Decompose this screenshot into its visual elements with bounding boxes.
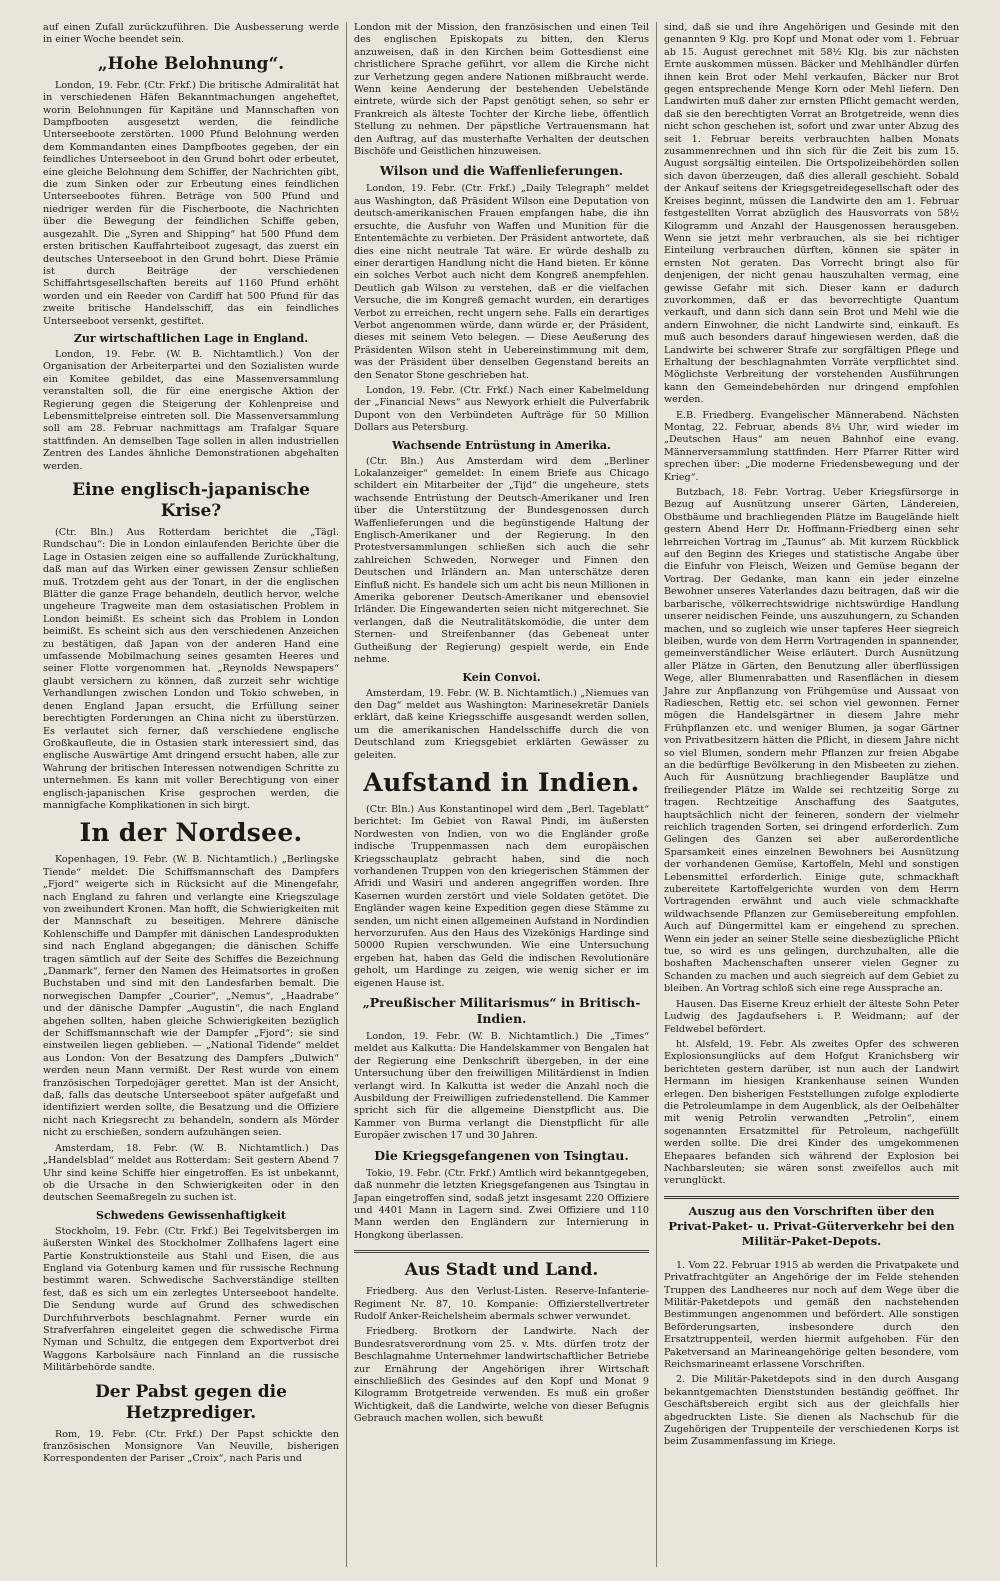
paragraph: Hausen. Das Eiserne Kreuz erhielt der älteste Sohn Peter Ludwig des Jagdaufsehers i. P. Weidmann; auf der Feldwebel befördert. — [664, 998, 959, 1035]
paragraph: Amsterdam, 19. Febr. (W. B. Nichtamtlich.) „Niemues van den Dag“ meldet aus Washington: Marinesekretär Daniels erklärt, daß keine Kriegsschiffe ausgesandt werden sollen, um die amerikanischen Handelsschiffe durch die von Deutschland zum Kriegsgebiet erklärten Gewässer zu geleiten. — [354, 687, 649, 761]
paragraph: 1. Vom 22. Februar 1915 ab werden die Privatpakete und Privatfrachtgüter an Angehörige der im Felde stehenden Truppen des Landheeres nur noch auf dem Wege über die Militär-Paketdepots und gemäß den nachstehenden Bestimmungen angenommen und befördert. Alle sonstigen Beförderungsarten, insbesondere durch den Ersatztruppenteil, werden hiermit aufgehoben. Für den Paketversand an Marineangehörige gelten besondere, vom Reichsmarineamt erlassene Vorschriften. — [664, 1259, 959, 1371]
paragraph: Stockholm, 19. Febr. (Ctr. Frkf.) Bei Tegelvitsbergen im äußersten Winkel des Stockholmer Zollhafens lagert eine Partie Konstruktionsteile aus Stahl und Eisen, die aus England via Gotenburg kamen und für russische Rechnung bestimmt waren. Schwedische Sachverständige stellten fest, daß es sich um ein zerlegtes Unterseeboot handelte. Die Sendung wurde auf Grund des schwedischen Durchfuhrverbots beschlagnahmt. Ferner wurde ein Strafverfahren eingeleitet gegen die schwedische Firma Nyman und Schultz, die entgegen dem Exportverbot drei Waggons Karbolsäure nach Finnland an die russische Militärbehörde sandte. — [43, 1225, 339, 1374]
headline-englisch-japanische-krise: Eine englisch-japanische Krise? — [72, 480, 310, 521]
paragraph: London, 19. Febr. (Ctr. Frkf.) Die britische Admiralität hat in verschiedenen Häfen Bekanntmachungen angeheftet, worin Belohnungen für Kapitäne und Mannschaften von Dampfbooten ausgesetzt werden, die feindliche Unterseeboote zerstörten. 1000 Pfund Belohnung werden dem Kommandanten eines Dampfbootes gegeben, der ein feindliches Unterseeboot in den Grund bohrt oder erbeutet, eine gleiche Belohnung dem Schiffer, der Nachrichten gibt, die zum Sinken oder zur Erbeutung eines feindlichen Unterseebootes führen. Beträge von 500 Pfund und niedriger werden für die Fischerboote, die Nachrichten über die Bewegung der feindlichen Schiffe geben, ausgezahlt. Die „Syren and Shipping“ hat 500 Pfund dem ersten britischen Kauffahrteiboot zugesagt, das zuerst ein deutsches Unterseeboot in den Grund bohrt. Diese Prämie ist durch Beiträge der verschiedenen Schiffahrtsgesellschaften bereits auf 1160 Pfund erhöht worden und ein Reeder von Cardiff hat 500 Pfund für das zweite britische Handelsschiff, das ein feindliches Unterseeboot versenkt, gestiftet. — [43, 79, 339, 327]
column-1 — [36, 22, 346, 1567]
paragraph: (Ctr. Bln.) Aus Konstantinopel wird dem „Berl. Tageblatt“ berichtet: Im Gebiet von Rawal Pindi, im äußersten Nordwesten von Indien, von wo die Engländer große indische Truppenmassen nach dem europäischen Kriegsschauplatz gebracht haben, sind die noch vorhandenen Truppen von den kriegerischen Stämmen der Afridi und Wasiri und anderen angegriffen worden. Ihre Kasernen wurden zerstört und viele Soldaten getötet. Die Engländer wagen keine Expedition gegen diese Stämme zu senden, um nicht einen allgemeinen Aufstand in Nordindien hervorzurufen. Aus den Haus des Vizekönigs Hardinge sind 50000 Rupien verschwunden. Wie eine Untersuchung ergeben hat, haben das Geld die indischen Revolutionäre geholt, um Hardinge zu zeigen, wie wenig sicher er im eigenen Hause ist. — [354, 803, 649, 989]
headline-aus-stadt-und-land: Aus Stadt und Land. — [404, 1260, 599, 1281]
paragraph: Friedberg. Brotkorn der Landwirte. Nach der Bundesratsverordnung vom 25. v. Mts. dürfen trotz der Beschlagnahme Unternehmer landwirtschaftlicher Betriebe zur Ernährung der Angehörigen ihrer Wirtschaft einschließlich des Gesindes auf den Kopf und Monat 9 Kilogramm Brotgetreide verwenden. Es muß ein großer Wichtigkeit, daß die Landwirte, welche von dieser Befugnis Gebrauch machen wollen, sich bewußt — [354, 1326, 649, 1425]
headline-auszug-vorschriften: Auszug aus den Vorschriften über den Privat-Paket- u. Privat-Güterverkehr bei den Militär-Paket-Depots. — [664, 1196, 959, 1254]
headline-wachsende-entruestung: Wachsende Entrüstung in Amerika. — [392, 438, 611, 452]
paragraph: London mit der Mission, den französischen und einen Teil des englischen Episkopats zu bitten, den Klerus anzuweisen, daß in den Kirchen beim Gottesdienst eine christlichere Sprache geführt, vor allem die Kirche nicht zur Verhetzung gegen andere Nationen mißbraucht werde. Wenn keine Aenderung der bestehenden Uebelstände eintrete, würde sich der Papst genötigt sehen, so sehr er Frankreich als älteste Tochter der Kirche liebe, öffentlich Stellung zu nehmen. Der päpstliche Vertrauensmann hat den Auftrag, auf das musterhafte Verhalten der deutschen Bischöfe und Geistlichen hinzuweisen. — [354, 22, 649, 158]
headline-wilson-waffenlieferungen: Wilson und die Waffenlieferungen. — [379, 163, 624, 179]
headline-wirtschaftliche-lage: Zur wirtschaftlichen Lage in England. — [73, 331, 309, 345]
headline-schwedens-gewissenhaftigkeit: Schwedens Gewissenhaftigkeit — [96, 1208, 286, 1222]
paragraph: sind, daß sie und ihre Angehörigen und Gesinde mit den genannten 9 Klg. pro Kopf und Monat oder vom 1. Februar ab 15. August gerechnet mit 58½ Klg. bis zur nächsten Ernte auskommen müssen. Bäcker und Mehlhändler dürfen ihnen kein Brot oder Mehl verkaufen, Bäcker nur Brot gegen entsprechende Menge Korn oder Mehl liefern. Den Landwirten muß daher zur ernsten Pflicht gemacht werden, daß sie den berechtigten Vorrat an Brotgetreide, wenn dies nicht schon geschehen ist, sofort und zwar unter Abzug des seit 1. Februar bereits verbrauchten halben Monats zusammenrechnen und ihn sich für die Zeit bis zum 15. August sorgsältig einteilen. Die Ortspolizeibehörden sollen sich davon überzeugen, daß dies allerall geschieht. Sobald der Ankauf seitens der Kriegsgetreidegesellschaft oder des Kreises beginnt, müssen die Landwirte den am 1. Februar festgestellten Vorrat abzüglich des Hausvorrats von 58½ Kilogramm und Anzahl der Hausgenossen herausgeben. Wenn sie jetzt mehr verbrauchen, als sie bei richtiger Einteilung verbrauchen dürften, können sie später in ernsten Not geraten. Das Vorrecht bringt also für denjenigen, der nicht genau hauszuhalten vermag, eine gewisse Gefahr mit sich. Dieser kann er dadurch zuvorkommen, daß er das bevorrechtigte Quantum verkauft, und dann sich dann sein Brot und Mehl wie die andern Einwohner, die nicht Landwirte sind, einkauft. Es muß auch besonders darauf hingewiesen werden, daß die Landwirte bei schwerer Strafe zur sorgfältigen Pflege und Erhaltung der beschlagnahmten Vorräte verpflichtet sind. Möglichste Verbreitung der vorstehenden Ausführungen kann den Gemeindebehörden nur dringend empfohlen werden. — [664, 22, 959, 406]
paragraph: E.B. Friedberg. Evangelischer Männerabend. Nächsten Montag, 22. Februar, abends 8½ Uhr, wird wieder im „Deutschen Haus“ am neuen Bahnhof eine evang. Männerversammlung stattfinden. Herr Pfarrer Ritter wird sprechen über: „Die moderne Friedensbewegung und der Krieg“. — [664, 409, 959, 483]
headline-kriegsgefangenen-tsingtau: Die Kriegsgefangenen von Tsingtau. — [374, 1147, 629, 1163]
paragraph: Tokio, 19. Febr. (Ctr. Frkf.) Amtlich wird bekanntgegeben, daß nunmehr die letzten Kriegsgefangenen aus Tsingtau in Japan eingetroffen sind, sodaß jetzt insgesamt 220 Offiziere und 4401 Mann in Lagern sind. Zwei Offiziere und 110 Mann werden den Engländern zur Internierung in Hongkong überlassen. — [354, 1167, 649, 1241]
paragraph: auf einen Zufall zurückzuführen. Die Ausbesserung werde in einer Woche beendet sein. — [43, 22, 339, 46]
paragraph: Butzbach, 18. Febr. Vortrag. Ueber Kriegsfürsorge in Bezug auf Ausnützung unserer Gärten, Ländereien, Obstbäume und brachliegenden Plätze im Baugelände hielt gestern Abend Herr Dr. Hoffmann-Friedberg einen sehr lehrreichen Vortrag im „Taunus“ ab. Mit kurzem Rückblick auf den Beginn des Krieges und statistische Angabe über die Einfuhr von Fleisch, Weizen und Gemüse begann der Vortrag. Der Gedanke, man kann ein jeder einzelne Bewohner unseres Vaterlandes dazu beitragen, daß wir die barbarische, völkerrechtswidrige nichtswürdige Handlung unserer neidischen Feinde, uns auszuhungern, zu Schanden machen, und so zugleich wie unser tapferes Heer siegreich bleiben, wurde von dem Herrn Vortragenden in spannender, gemeinverständlicher Weise erläutert. Durch Ausnützung aller Plätze in Gärten, den Benutzung aller überflüssigen Wege, aller Blumenrabatten und Rasenflächen in diesem Jahre zur Anpflanzung von Frühgemüse und Aussaat von Radieschen, Rettig etc. sei schon viel gewonnen. Ferner mögen die Handelsgärtner in diesem Jahre mehr Frühpflanzen etc. und weniger Blumen, ja sogar Gärtner von Privatbesitzern hätten die Pflicht, in diesem Jahre nicht so viel Blumen, sondern mehr Pflanzen zur freien Abgabe an die bedürftige Bevölkerung in den Misbeeten zu ziehen. Auch für Ausnützung brachliegender Bauplätze und freiliegender Plätze im Walde sei rechtzeitig Sorge zu tragen. Rechtzeitige Anschaffung des Saatgutes, hauptsächlich nicht der feineren, sondern der vielmehr reichlich tragenden Sorten, sei dringend erforderlich. Zum Gelingen des Ganzen sei aber außerordentliche Sparsamkeit eines einzelnen Bewohners bei Ausnützung der vorhandenen Gemüse, Kartoffeln, Mehl und sonstigen Lebensmittel erforderlich. Einige gute, schmackhaft zubereitete Kartoffelgerichte wurden von dem Herrn Vortragenden erwähnt und auch viele schmackhafte wildwachsende Pflanzen zur Gemüsebereitung empfohlen. Auch auf Düngermittel kam er eingehend zu sprechen. Wenn ein jeder an seiner Stelle seine diesbezügliche Pflicht tue, so wird es uns gelingen, durchzuhalten, alle die boshaften Machenschaften unserer vielen Gegner zu Schanden zu machen und auch siegreich auf dem Gebiet zu bleiben. An Vortrag schloß sich eine rege Aussprache an. — [664, 487, 959, 995]
column-2 — [346, 22, 656, 1567]
paragraph: (Ctr. Bln.) Aus Amsterdam wird dem „Berliner Lokalanzeiger“ gemeldet: In einem Briefe aus Chicago schildert ein Mitarbeiter der „Tijd“ die ungeheure, stets wachsende Entrüstung der Deutsch-Amerikaner und Iren über die Unterstützung der Bundesgenossen durch Waffenlieferungen und die begünstigende Haltung der Englisch-Amerikaner und der Regierung. In den Protestversammlungen schließen sich auch die sehr zahlreichen Schweden, Norweger und Finnen den Deutschen und Irländern an. Man unterschätze deren Einfluß nicht. Es handele sich um acht bis neun Millionen in Amerika geborener Deutsch-Amerikaner und ebensoviel Irländer. Die Eingewanderten seien nicht mitgerechnet. Sie verlangen, daß die Neutralitätskomödie, die unter dem Sternen- und Streifenbanner (das Gebeneat unter Gutheißung der Regierung) gespielt werde, ein Ende nehme. — [354, 455, 649, 666]
paragraph: London, 19. Febr. (W. B. Nichtamtlich.) Von der Organisation der Arbeiterpartei und den Sozialisten wurde ein Komitee gebildet, das eine Massenversammlung veranstalten soll, die für eine energische Aktion der Regierung gegen die Steigerung der Kohlenpreise und Lebensmittelpreise eintreten soll. Die Massenversammlung soll am 28. Februar nachmittags am Trafalgar Square stattfinden. An demselben Tage sollen in allen industriellen Zentren des Landes ähnliche Demonstrationen abgehalten werden. — [43, 348, 339, 472]
paragraph: (Ctr. Bln.) Aus Rotterdam berichtet die „Tägl. Rundschau“: Die in London einlaufenden Berichte über die Lage in Ostasien zeigen eine so auffallende Zurückhaltung, daß man auf das Wirken einer gewissen Zensur schließen muß. Trotzdem geht aus der Tonart, in der die englischen Blätter die ganze Frage behandeln, deutlich hervor, welche ungeheure Tragweite man dem ostasiatischen Problem in London beimißt. Es scheint sich das Problem in London beimißt. Es scheint sich aus den verschiedenen Anzeichen zu bestätigen, daß Japan von der anderen Hand eine umfassende Mobilmachung seines gesamten Heeres und seiner Flotte vorgenommen hat. „Reynolds Newspapers“ glaubt versichern zu können, daß zurzeit sehr wichtige Verhandlungen zwischen London und Tokio schweben, in denen England Japan ersucht, die Erfüllung seiner berechtigten Forderungen an China nicht zu überstürzen. Es verlautet sich ferner, daß verschiedene englische Großkaufleute, die in Ostasien stark interessiert sind, das englische Auswärtige Amt dringend ersucht haben, alle zur Wahrung der britischen Interessen notwendigen Schritte zu unternehmen. Es kann mit voller Berechtigung von einer englisch-japanischen Krise gesprochen werden, die mannigfache Komplikationen in sich birgt. — [43, 527, 339, 811]
headline-pabst-hetzprediger: Der Pabst gegen die Hetzprediger. — [95, 1381, 287, 1423]
headline-preussischer-militarismus: „Preußischer Militarismus“ in Britisch-Indien. — [362, 995, 641, 1027]
section-divider — [354, 1250, 649, 1253]
paragraph: 2. Die Militär-Paketdepots sind in den durch Ausgang bekanntgemachten Dienststunden beständig geöffnet. Ihr Geschäftsbereich ergibt sich aus der gleichfalls hier abgedruckten Liste. Sie dienen als Nachschub für die Zugehörigen der Truppenteile der verschiedenen Korps ist beim Zusammenfassung im Kriege. — [664, 1374, 959, 1448]
paragraph: Kopenhagen, 19. Febr. (W. B. Nichtamtlich.) „Berlingske Tiende“ meldet: Die Schiffsmannschaft des Dampfers „Fjord“ weigerte sich in Rücksicht auf die Minengefahr, nach England zu fahren und verlangte eine Kriegszulage von zweihundert Kronen. Man hofft, die Schwierigkeiten mit der Mannschaft zu beseitigen. Mehrere dänische Kohlenschiffe und Dampfer mit dänischen Landesprodukten sind nach England abgegangen; die dänischen Schiffe tragen sämtlich auf der Seite des Schiffes die Bezeichnung „Danmark“, ferner den Namen des Heimatsortes in großen Buchstaben und sind mit den Landesfarben bemalt. Die norwegischen Dampfer „Courier“, „Nemus“, „Haadrabe“ und der dänische Dampfer „Augustin“, die nach England abgehen sollten, haben gleiche Schwierigkeiten bezüglich der Schiffsmannschaft wie der Dampfer „Fjord“; sie sind einstweilen liegen geblieben. — „National Tidende“ meldet aus London: Von der Besatzung des Dampfers „Dulwich“ werden neun Mann vermißt. Der Rest wurde von einem französischen Torpedojäger gerettet. Man ist der Ansicht, daß, falls das deutsche Unterseeboot später aufgefaßt und identifiziert werden sollte, die Besatzung und die Offiziere nicht nach Kriegsrecht zu behandeln, sondern als Mörder nicht zu erschießen, sondern aufzuhängen seien. — [43, 854, 339, 1139]
headline-aufstand-in-indien: Aufstand in Indien. — [363, 767, 640, 797]
headline-hohe-belohnung: „Hohe Belohnung“. — [97, 53, 285, 74]
paragraph: Friedberg. Aus den Verlust-Listen. Reserve-Infanterie-Regiment Nr. 87, 10. Kompanie: Offizierstellvertreter Rudolf Anker-Reichelsheim abermals schwer verwundet. — [354, 1286, 649, 1322]
paragraph: London, 19. Febr. (W. B. Nichtamtlich.) Die „Times“ meldet aus Kalkutta: Die Handelskammer von Bengalen hat der Regierung eine Denkschrift übergeben, in der eine Untersuchung über den freiwilligen Militärdienst in Indien verlangt wird. In Kalkutta ist weder die Anzahl noch die Ausbildung der Freiwilligen zufriedenstellend. Die Kammer spricht sich für die allgemeine Dienstpflicht aus. Die Kammer von Burma verlangt die Dienstpflicht für alle Europäer zwischen 17 und 30 Jahren. — [354, 1031, 649, 1142]
headline-kein-convoi: Kein Convoi. — [462, 670, 541, 684]
paragraph: London, 19. Febr. (Ctr. Frkf.) „Daily Telegraph“ meldet aus Washington, daß Präsident Wilson eine Deputation von deutsch-amerikanischen Frauen empfangen habe, die ihn ersuchte, die Ausfuhr von Waffen und Munition für die Ententemächte zu verbieten. Der Präsident antwortete, daß dies eine nicht neutrale Tat wäre. Er würde deshalb zu einer derartigen Handlung nicht die Hand bieten. Er könne ein solches Verbot auch nicht dem Kongreß anempfehlen. Deutlich gab Wilson zu verstehen, daß er die vielfachen Versuche, die im Kongreß gemacht wurden, ein derartiges Verbot zu erreichen, recht ungern sehe. Falls ein derartiges Verbot angenommen würde, dann würde er, der Präsident, dieses mit seinem Veto belegen. — Diese Aeußerung des Präsidenten Wilson steht in Uebereinstimmung mit dem, was der Präsident über denselben Gegenstand bereits an den Senator Stone geschrieben hat. — [354, 183, 649, 381]
paragraph: ht. Alsfeld, 19. Febr. Als zweites Opfer des schweren Explosionsunglücks auf dem Hofgut Kranichsberg wir berichteten gestern darüber, ist nun auch der Landwirt Hermann im hiesigen Krankenhause seinen Wunden erlegen. Den bisherigen Feststellungen zufolge explodierte die Petroleumlampe in dem Augenblick, als der Oelbehälter mit wenig Petrolin verwandten „Petrolin“, einem sogenannten Ersatzmittel für Petroleum, nachgefüllt werden sollte. Die drei Kinder des umgekommenen Ehepaares befanden sich während der Explosion bei Nachbarsleuten; sie wären sonst zweifellos auch mit verunglückt. — [664, 1038, 959, 1187]
paragraph: Rom, 19. Febr. (Ctr. Frkf.) Der Papst schickte den französischen Monsignore Van Neuville, bisherigen Korrespondenten der Pariser „Croix“, nach Paris und — [43, 1428, 339, 1465]
column-3 — [656, 22, 966, 1567]
paragraph: Amsterdam, 18. Febr. (W. B. Nichtamtlich.) Das „Handelsblad“ meldet aus Rotterdam: Seit gestern Abend 7 Uhr sind keine Schiffe hier eingetroffen. Es ist unbekannt, ob die Ursache in den Schwierigkeiten oder in den deutschen Seemaßregeln zu suchen ist. — [43, 1142, 339, 1204]
headline-in-der-nordsee: In der Nordsee. — [79, 818, 303, 848]
paragraph: London, 19. Febr. (Ctr. Frkf.) Nach einer Kabelmeldung der „Financial News“ aus Newyork erhielt die Pulverfabrik Dupont von den Verbündeten Aufträge für 50 Million Dollars aus Petersburg. — [354, 384, 649, 434]
